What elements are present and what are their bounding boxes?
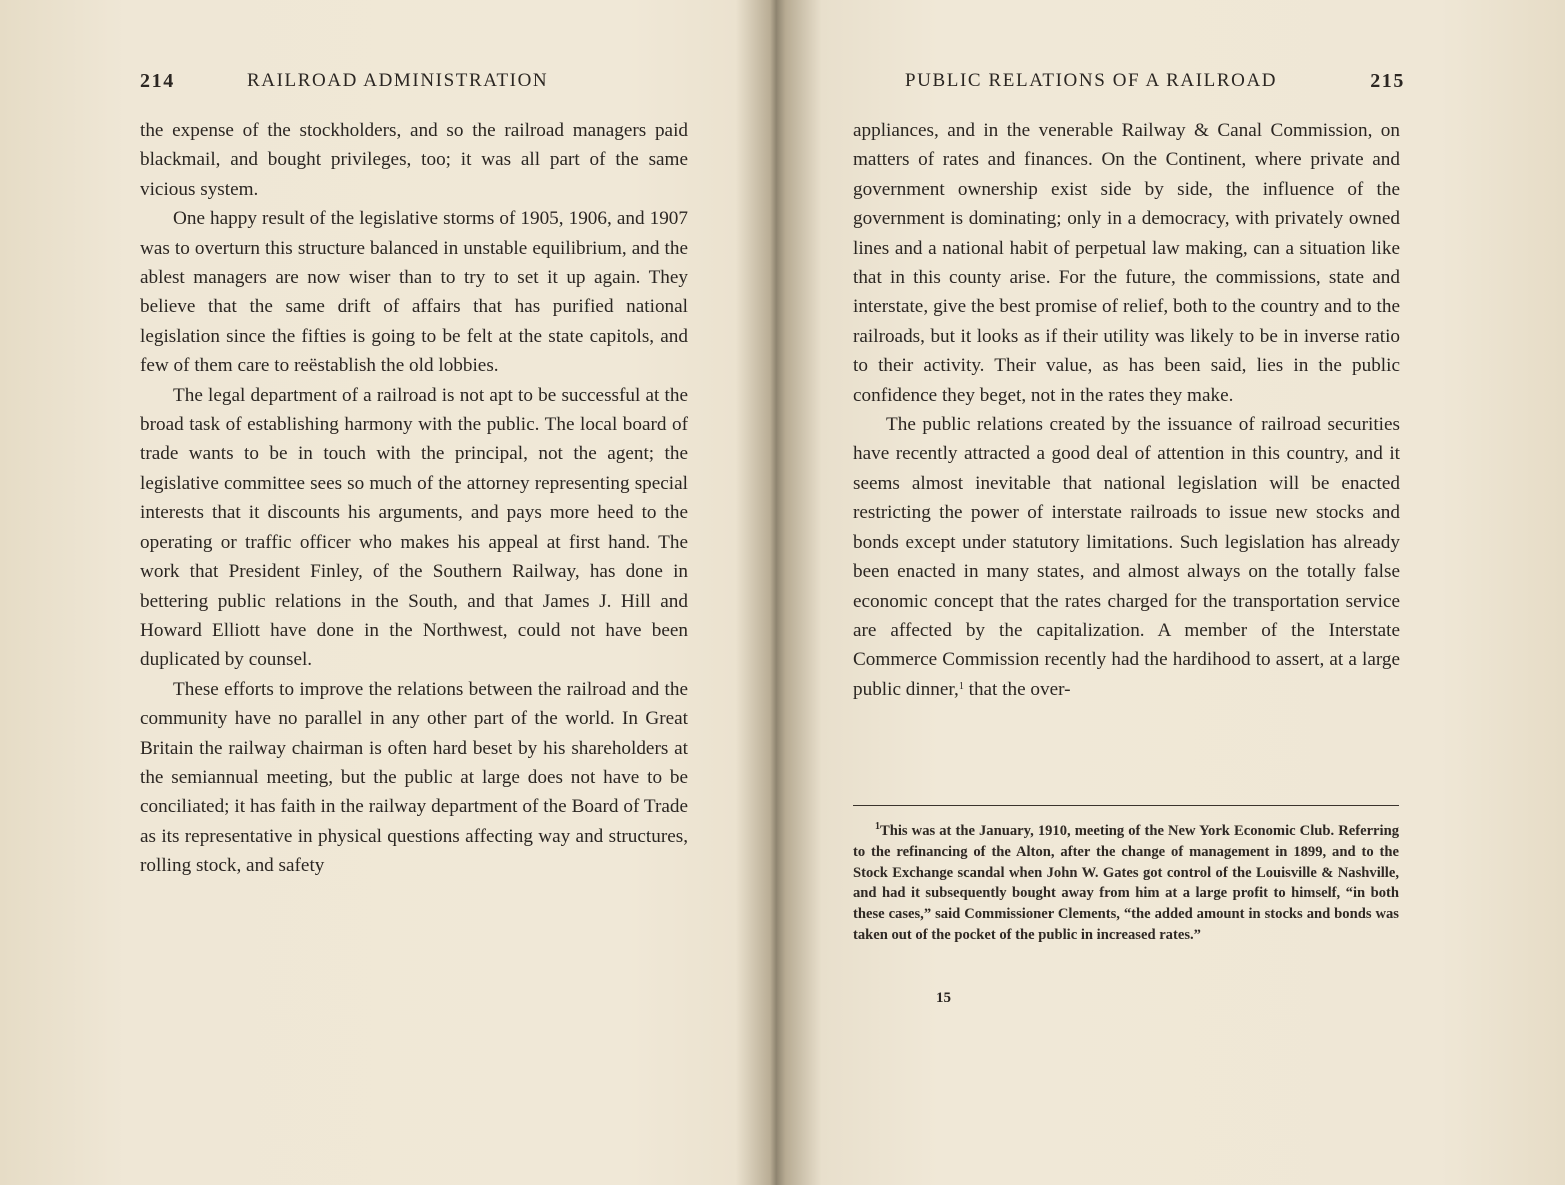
footnote-text: This was at the January, 1910, meeting of the New York Economic Club. Referring to the refinancing of the Alton, after the change of management in 1899, and to the Stock Exchange scandal when John W. Gates got control of the Louisville & Nashville, and had it subsequently bought away from him at a large profit to himself, “in both these cases,” said Commissioner Clements, “the added amount in stocks and bonds was taken out of the pocket of the public in increased rates.” <box>853 823 1399 943</box>
left-page <box>0 0 770 1185</box>
right-page <box>780 0 1565 1185</box>
left-body-text <box>140 116 688 881</box>
page-number-right: 215 <box>1370 70 1405 92</box>
footnote-marker: 1 <box>875 821 880 832</box>
paragraph: appliances, and in the venerable Railway & Canal Commission, on matters of rates and finances. On the Continent, where private and government ownership exist side by side, the influence of the government is dominating; only in a democracy, with privately owned lines and a national habit of perpetual law making, can a situation like that in this county arise. For the future, the commissions, state and interstate, give the best promise of relief, both to the country and to the railroads, but it looks as if their utility was likely to be in inverse ratio to their activity. Their value, as has been said, lies in the public confidence they beget, not in the rates they make. <box>853 120 1400 406</box>
paragraph: The legal department of a railroad is not apt to be successful at the broad task of establishing harmony with the public. The local board of trade wants to be in touch with the principal, not the agent; the legislative committee sees so much of the attorney representing special interests that it discounts his arguments, and pays more heed to the operating or traffic officer who makes his appeal at first hand. The work that President Finley, of the Southern Railway, has done in bettering public relations in the South, and that James J. Hill and Howard Elliott have done in the Northwest, could not have been duplicated by counsel. <box>140 384 688 671</box>
running-title-left: RAILROAD ADMINISTRATION <box>247 70 549 91</box>
footnote-rule <box>853 805 1399 806</box>
right-body-text <box>853 116 1400 704</box>
running-title-right: PUBLIC RELATIONS OF A RAILROAD <box>905 70 1278 91</box>
footnote <box>853 821 1399 946</box>
paragraph-tail: that the over- <box>963 678 1071 700</box>
paragraph: One happy result of the legislative storms of 1905, 1906, and 1907 was to overturn this structure balanced in unstable equilibrium, and the ablest managers are now wiser than to try to set it up again. They believe that the same drift of affairs that has purified national legislation since the fifties is going to be felt at the state capitols, and few of them care to reëstablish the old lobbies. <box>140 208 688 377</box>
paragraph-text: The public relations created by the issuance of railroad securities have recently attracted a good deal of attention in this country, and it seems almost inevitable that national legislation will be enacted restricting the power of interstate railroads to issue new stocks and bonds except under statutory limitations. Such legislation has already been enacted in many states, and almost always on the totally false economic concept that the rates charged for the transportation service are affected by the capitalization. A member of the Interstate Commerce Commission recently had the hardihood to assert, at a large public dinner, <box>853 414 1400 700</box>
page-number-left: 214 <box>140 70 175 92</box>
footnote-reference: 1 <box>958 680 964 692</box>
paragraph: These efforts to improve the relations between the railroad and the community have no parallel in any other part of the world. In Great Britain the railway chairman is often hard beset by his shareholders at the semiannual meeting, but the public at large does not have to be conciliated; it has faith in the railway department of the Board of Trade as its representative in physical questions affecting way and structures, rolling stock, and safety <box>140 678 688 877</box>
paragraph: the expense of the stockholders, and so the railroad managers paid blackmail, and bought privileges, too; it was all part of the same vicious system. <box>140 120 688 200</box>
paragraph <box>853 410 1400 704</box>
signature-mark: 15 <box>936 990 951 1006</box>
